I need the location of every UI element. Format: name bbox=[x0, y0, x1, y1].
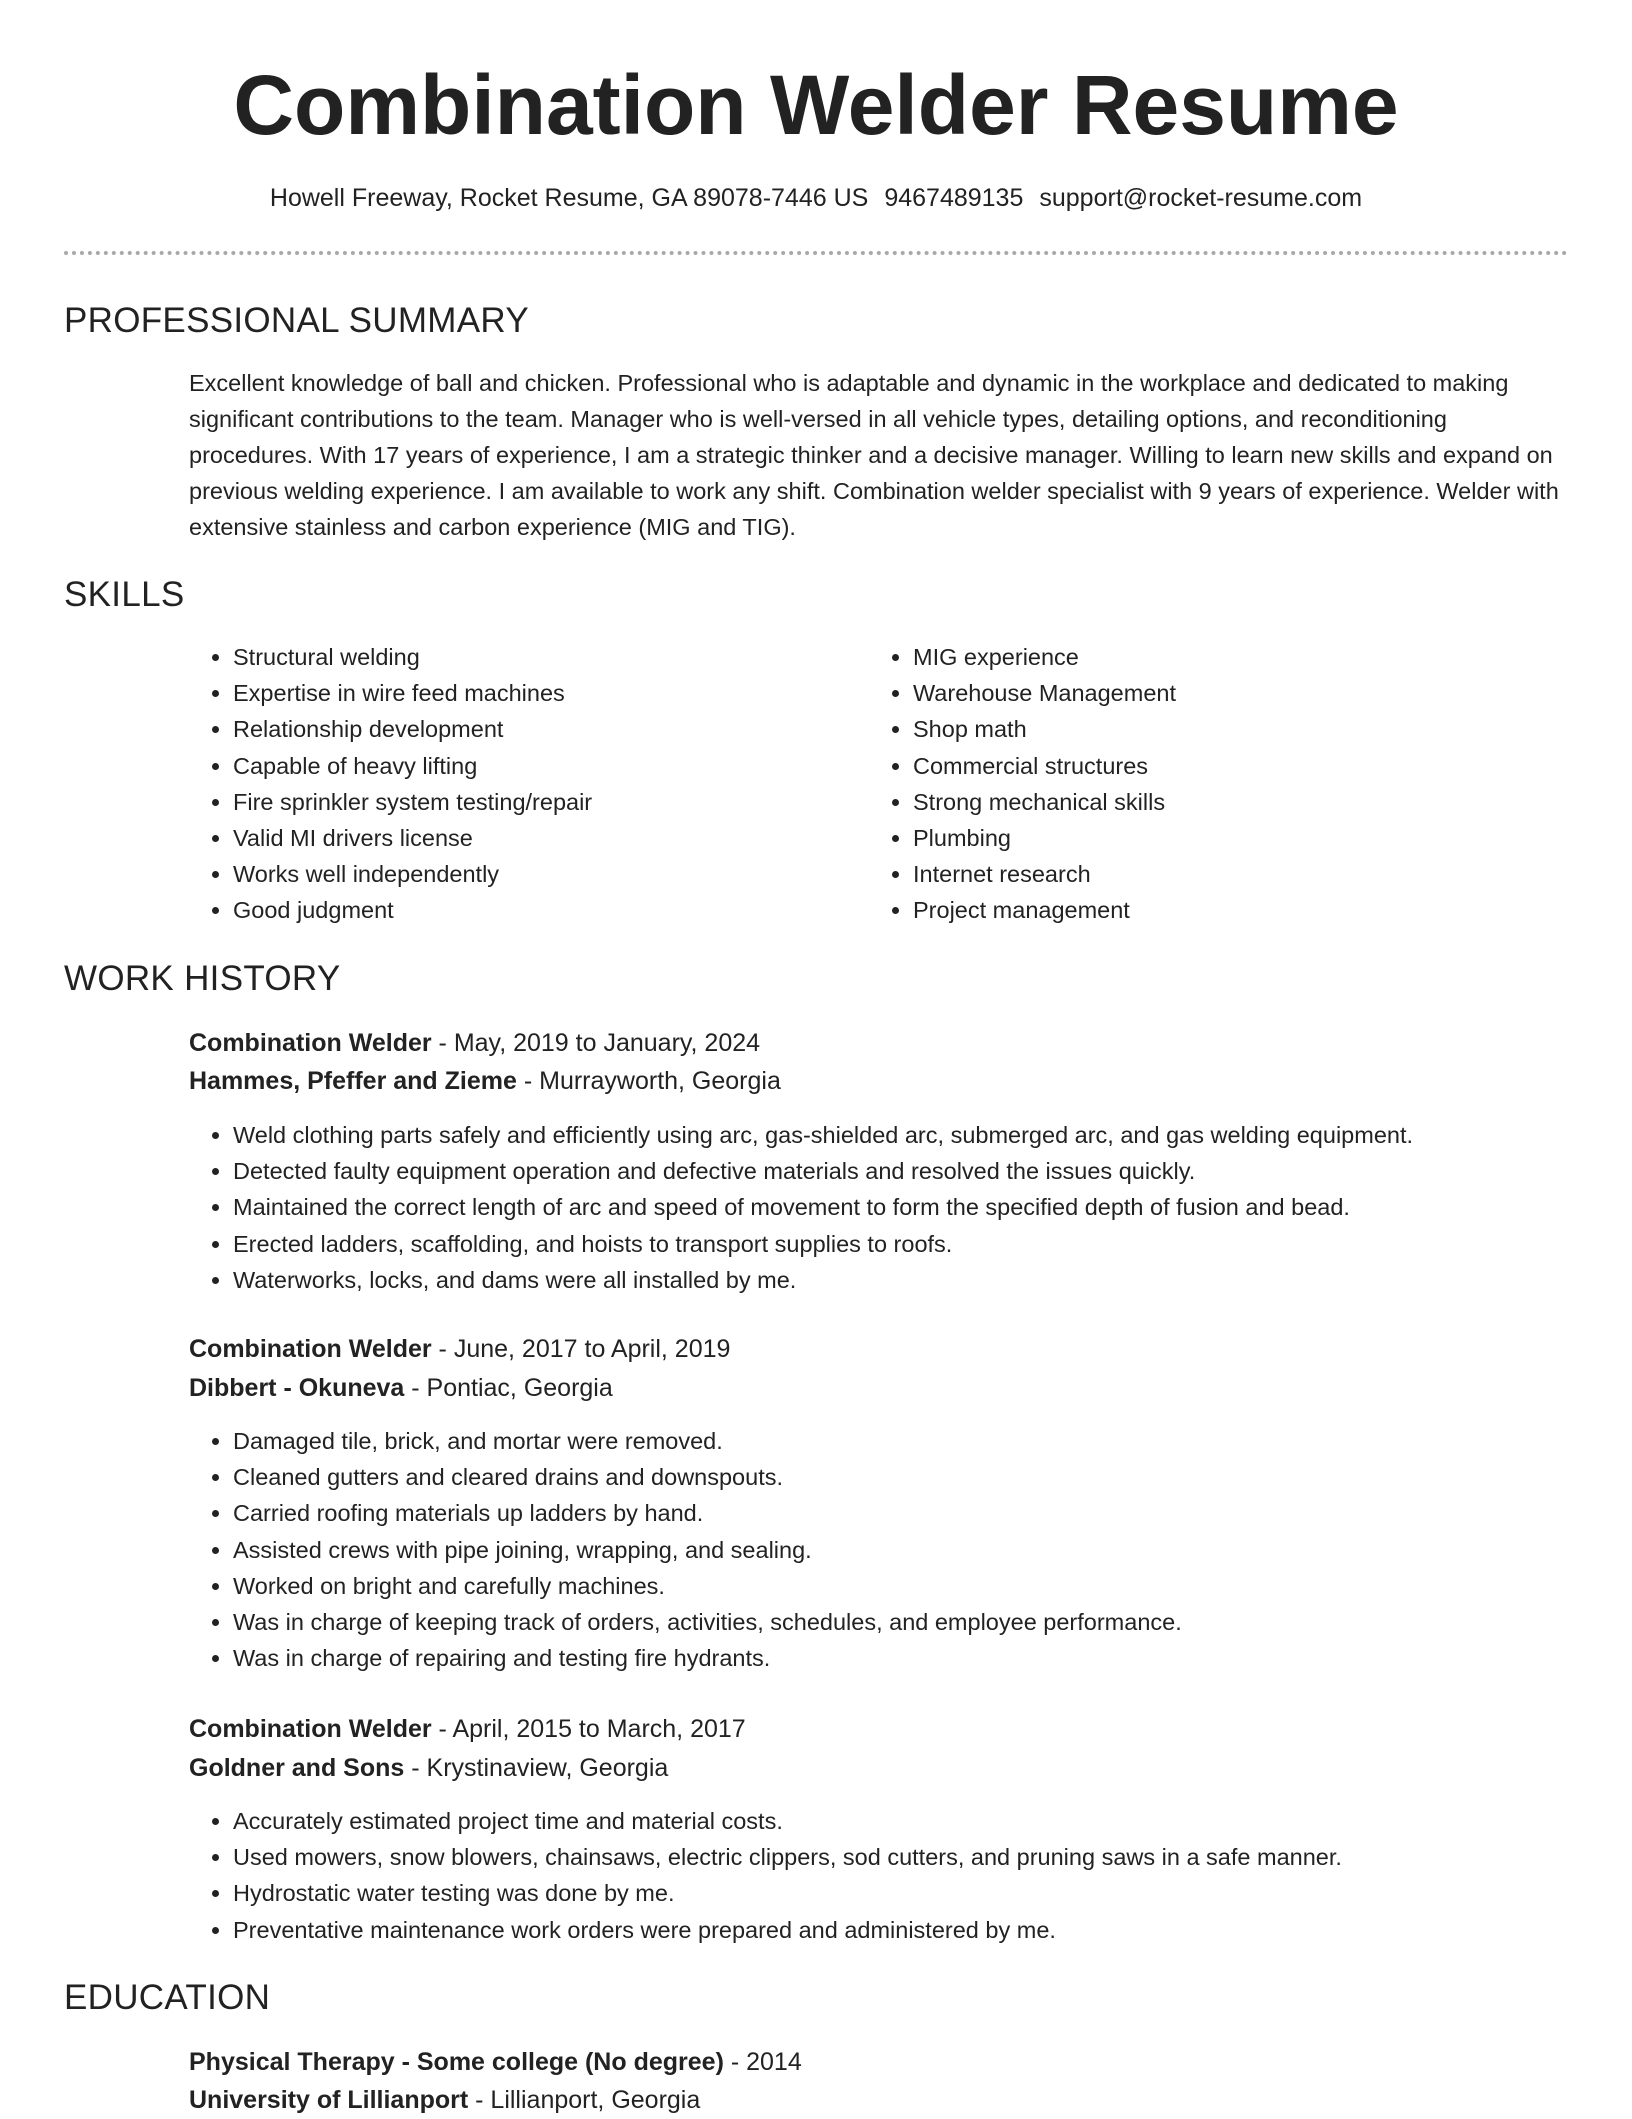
job-bullet: • Waterworks, locks, and dams were all installed by me. bbox=[233, 1262, 1632, 1298]
job-bullet: • Detected faulty equipment operation and defective materials and resolved the issues quickly. bbox=[233, 1153, 1632, 1189]
job-location: Krystinaview, Georgia bbox=[426, 1754, 669, 1782]
skill-item: • Warehouse Management bbox=[913, 675, 1533, 711]
job-company-line: Dibbert - Okuneva - Pontiac, Georgia bbox=[189, 1374, 613, 1402]
education-degree: Physical Therapy - Some college (No degree) bbox=[189, 2048, 724, 2076]
skill-item: • Capable of heavy lifting bbox=[233, 748, 853, 784]
job-bullet: • Assisted crews with pipe joining, wrapping, and sealing. bbox=[233, 1532, 1632, 1568]
resume-title: Combination Welder Resume bbox=[233, 58, 1399, 152]
skill-item: • Shop math bbox=[913, 711, 1533, 747]
job-bullet: • Maintained the correct length of arc and speed of movement to form the specified depth of fusion and bead. bbox=[233, 1189, 1632, 1225]
education-location: Lillianport, Georgia bbox=[490, 2086, 701, 2114]
job-dates: April, 2015 to March, 2017 bbox=[452, 1715, 746, 1743]
summary-heading: PROFESSIONAL SUMMARY bbox=[64, 301, 529, 340]
job-company: Hammes, Pfeffer and Zieme bbox=[189, 1067, 517, 1095]
skills-heading: SKILLS bbox=[64, 575, 185, 614]
job-bullet: • Used mowers, snow blowers, chainsaws, electric clippers, sod cutters, and pruning saws in a safe manner. bbox=[233, 1839, 1632, 1875]
job-location: Murrayworth, Georgia bbox=[539, 1067, 781, 1095]
skills-list-left bbox=[189, 639, 853, 929]
skill-item: • Fire sprinkler system testing/repair bbox=[233, 784, 853, 820]
skills-list-right bbox=[869, 639, 1533, 929]
header-divider bbox=[64, 251, 1568, 255]
job-bullet: • Hydrostatic water testing was done by me. bbox=[233, 1875, 1632, 1911]
job-dates: May, 2019 to January, 2024 bbox=[453, 1029, 761, 1057]
skill-item: • Strong mechanical skills bbox=[913, 784, 1533, 820]
job-company: Goldner and Sons bbox=[189, 1754, 405, 1782]
job-bullet: • Was in charge of repairing and testing fire hydrants. bbox=[233, 1640, 1632, 1676]
job-bullet: • Carried roofing materials up ladders by hand. bbox=[233, 1495, 1632, 1531]
skill-item: • Good judgment bbox=[233, 892, 853, 928]
job-bullet: • Was in charge of keeping track of orders, activities, schedules, and employee performance. bbox=[233, 1604, 1632, 1640]
job-bullet: • Cleaned gutters and cleared drains and downspouts. bbox=[233, 1459, 1632, 1495]
job-company-line: Hammes, Pfeffer and Zieme - Murrayworth, Georgia bbox=[189, 1067, 781, 1095]
job-role: Combination Welder bbox=[189, 1029, 432, 1057]
education-heading: EDUCATION bbox=[64, 1978, 271, 2017]
job-role: Combination Welder bbox=[189, 1715, 432, 1743]
job-title-line: Combination Welder - June, 2017 to April, 2019 bbox=[189, 1335, 731, 1363]
education-degree-line: Physical Therapy - Some college (No degree) - 2014 bbox=[189, 2048, 802, 2076]
contact-line bbox=[0, 180, 1632, 216]
job-role: Combination Welder bbox=[189, 1335, 432, 1363]
work-history-heading: WORK HISTORY bbox=[64, 959, 341, 998]
skill-item: • Plumbing bbox=[913, 820, 1533, 856]
job-bullet: • Worked on bright and carefully machines. bbox=[233, 1568, 1632, 1604]
job-bullet: • Accurately estimated project time and material costs. bbox=[233, 1803, 1632, 1839]
job-bullet: • Weld clothing parts safely and efficiently using arc, gas-shielded arc, submerged arc, and gas welding equipment. bbox=[233, 1117, 1632, 1153]
skill-item: • Valid MI drivers license bbox=[233, 820, 853, 856]
job-bullet: • Erected ladders, scaffolding, and hoists to transport supplies to roofs. bbox=[233, 1226, 1632, 1262]
job-bullet: • Preventative maintenance work orders were prepared and administered by me. bbox=[233, 1912, 1632, 1948]
education-school: University of Lillianport bbox=[189, 2086, 469, 2114]
skill-item: • Project management bbox=[913, 892, 1533, 928]
job-company-line: Goldner and Sons - Krystinaview, Georgia bbox=[189, 1754, 669, 1782]
contact-phone: 9467489135 bbox=[884, 184, 1024, 212]
contact-address: Howell Freeway, Rocket Resume, GA 89078-7446 US bbox=[269, 184, 869, 212]
job-bullets bbox=[189, 1803, 1632, 1948]
education-year: 2014 bbox=[746, 2048, 802, 2076]
skill-item: • Relationship development bbox=[233, 711, 853, 747]
skill-item: • Expertise in wire feed machines bbox=[233, 675, 853, 711]
skill-item: • Works well independently bbox=[233, 856, 853, 892]
job-title-line: Combination Welder - May, 2019 to January, 2024 bbox=[189, 1029, 761, 1057]
job-title-line: Combination Welder - April, 2015 to March, 2017 bbox=[189, 1715, 746, 1743]
skill-item: • MIG experience bbox=[913, 639, 1533, 675]
education-school-line: University of Lillianport - Lillianport, Georgia bbox=[189, 2086, 701, 2114]
skill-item: • Structural welding bbox=[233, 639, 853, 675]
job-bullets bbox=[189, 1423, 1632, 1676]
contact-email: support@rocket-resume.com bbox=[1039, 184, 1363, 212]
skill-item: • Internet research bbox=[913, 856, 1533, 892]
skill-item: • Commercial structures bbox=[913, 748, 1533, 784]
summary-text: Excellent knowledge of ball and chicken. Professional who is adaptable and dynamic in the workplace and dedicated to making significant contributions to the team. Manager who is well-versed in all vehicle types, detailing options, and reconditioning procedures. With 17 years of experience, I am a strategic thinker and a decisive manager. Willing to learn new skills and expand on previous welding experience. I am available to work any shift. Combination welder specialist with 9 years of experience. Welder with extensive stainless and carbon experience (MIG and TIG). bbox=[189, 370, 1559, 540]
job-bullets bbox=[189, 1117, 1632, 1298]
job-company: Dibbert - Okuneva bbox=[189, 1374, 405, 1402]
job-location: Pontiac, Georgia bbox=[426, 1374, 613, 1402]
job-bullet: • Damaged tile, brick, and mortar were removed. bbox=[233, 1423, 1632, 1459]
job-dates: June, 2017 to April, 2019 bbox=[453, 1335, 731, 1363]
